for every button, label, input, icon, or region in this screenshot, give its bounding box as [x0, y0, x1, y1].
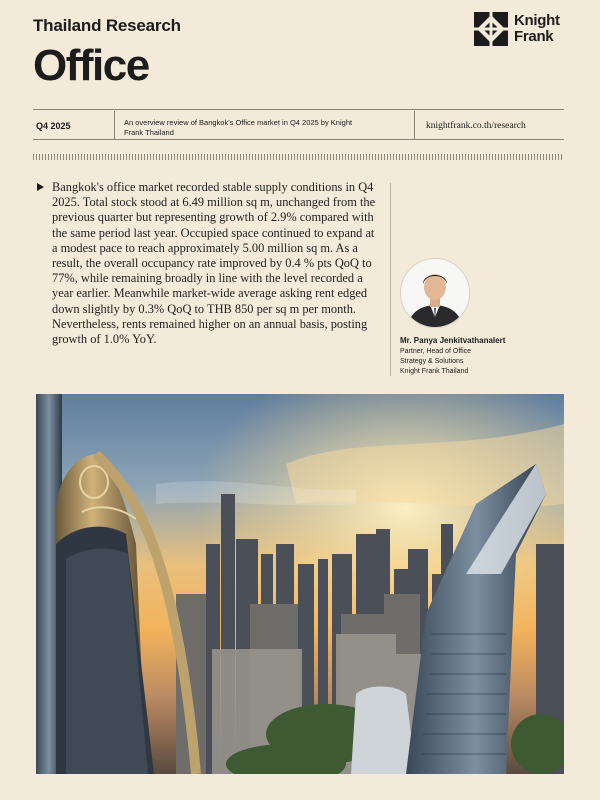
author-avatar: [400, 258, 470, 328]
page-title: Office: [33, 41, 149, 90]
logo-word-frank: Frank: [514, 28, 554, 45]
top-divider: [33, 109, 564, 110]
author-role-line1: Partner, Head of Office: [400, 348, 472, 355]
report-overview: An overview review of Bangkok's Office market in Q4 2025 by Knight Frank Thailand: [124, 118, 353, 137]
knight-frank-logo[interactable]: [474, 12, 560, 46]
knight-frank-logo-icon: [474, 12, 508, 46]
author-portrait-icon: [401, 259, 469, 327]
author-role-line3: Knight Frank Thailand: [400, 368, 469, 375]
info-separator-2: [414, 111, 415, 139]
logo-wordmark: [514, 13, 560, 45]
author-name: Mr. Panya Jenkitvathanalert: [400, 336, 506, 345]
column-divider: [390, 183, 391, 376]
report-quarter: Q4 2025: [36, 121, 71, 131]
author-role-line2: Strategy & Solutions: [400, 358, 464, 365]
author-role: [400, 347, 560, 377]
info-bottom-divider: [33, 139, 564, 140]
bangkok-skyline-photo: [36, 394, 564, 774]
hatched-stripe: [33, 154, 564, 160]
report-series: Thailand Research: [33, 16, 181, 35]
intro-paragraph: Bangkok's office market recorded stable supply conditions in Q4 2025. Total stock stood at 6.49 million sq m, unchanged from the previous quarter but representing growth of 2.9% compared with the same period last year. Occupied space continued to expand at a modest pace to reach approximately 5.00 million sq m. As a result, the overall occupancy rate improved by 0.4 % pts QoQ to 77%, while remaining broadly in line with the level recorded a year earlier. Meanwhile market-wide average asking rent edged down slightly by 0.3% QoQ to THB 850 per sq m per month. Nevertheless, rents remained higher on an annual basis, posting growth of 1.0% YoY.: [52, 180, 376, 347]
website-link[interactable]: knightfrank.co.th/research: [426, 121, 526, 131]
bullet-arrow-icon: [37, 183, 44, 191]
logo-word-knight: Knight: [514, 12, 560, 29]
info-separator-1: [114, 111, 115, 139]
